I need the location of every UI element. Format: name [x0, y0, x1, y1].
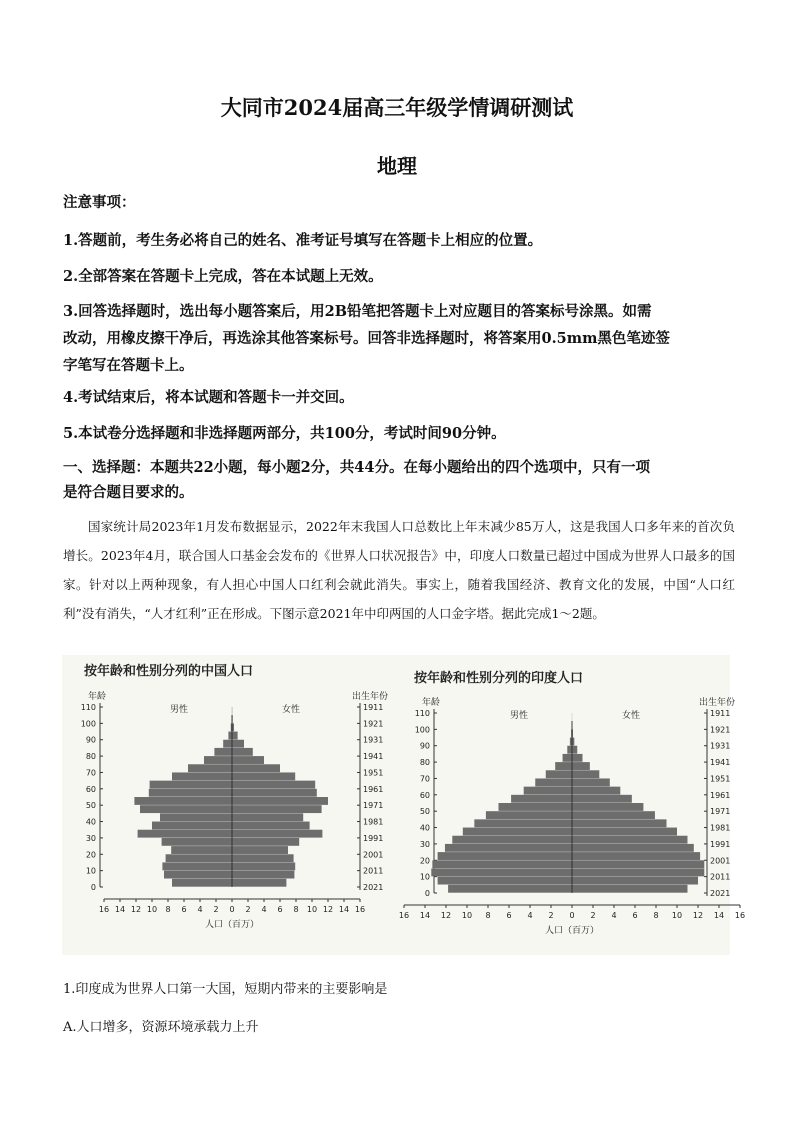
- female-bar: [572, 795, 632, 803]
- female-bar: [572, 828, 677, 836]
- male-bar: [486, 811, 572, 819]
- male-bar: [546, 770, 572, 778]
- age-tick-label: 30: [419, 839, 430, 849]
- male-bar: [172, 772, 232, 780]
- female-bar: [232, 740, 244, 748]
- female-bar: [572, 844, 694, 852]
- birth-year-tick-label: 1961: [363, 784, 384, 794]
- population-tick-label: 2: [548, 911, 554, 920]
- population-tick-label: 4: [611, 911, 617, 920]
- female-bar: [232, 871, 294, 879]
- population-tick-label: 16: [734, 911, 746, 920]
- age-tick-label: 90: [85, 735, 96, 745]
- population-tick-label: 2: [245, 905, 251, 914]
- male-bar: [138, 830, 232, 838]
- male-bar: [567, 746, 572, 754]
- pyramid-title: 按年龄和性别分列的中国人口: [84, 664, 254, 679]
- subject-title: 地理: [377, 154, 417, 178]
- passage: 国家统计局2023年1月发布数据显示，2022年末我国人口总数比上年末减少85万人，这是我国人口多年来的首次负增长。2023年4月，联合国人口基金会发布的《世界人口状况报告》中，印度人口数量已超过中国成为世界人口最多的国家。针对以上两种现象，有人担心中国人口红利会就此消失。事实上，随着我国经济、教育文化的发展，中国“人口红利”没有消失，“人才红利”正在形成。下图示意2021年中印两国的人口金字塔。据此完成1～2题。: [63, 519, 735, 621]
- male-bar: [463, 828, 572, 836]
- population-tick-label: 12: [440, 911, 452, 920]
- age-tick-label: 20: [419, 856, 430, 866]
- age-tick-label: 50: [419, 807, 430, 817]
- male-bar: [134, 797, 232, 805]
- male-bar: [164, 871, 232, 879]
- age-tick-label: 70: [419, 774, 430, 784]
- age-tick-label: 100: [414, 725, 430, 735]
- male-bar: [448, 885, 572, 893]
- female-bar: [572, 819, 667, 827]
- population-pyramids-svg: [62, 655, 746, 955]
- male-bar: [172, 879, 232, 887]
- population-tick-label: 14: [713, 911, 725, 920]
- notice-item: 1.答题前，考生务必将自己的姓名、准考证号填写在答题卡上相应的位置。: [63, 232, 543, 249]
- age-tick-label: 60: [419, 790, 430, 800]
- male-bar: [438, 852, 572, 860]
- female-bar: [232, 764, 280, 772]
- female-bar: [232, 846, 288, 854]
- age-axis-label: 年龄: [422, 698, 441, 708]
- age-tick-label: 30: [85, 833, 96, 843]
- birth-year-tick-label: 2011: [710, 872, 731, 882]
- age-tick-label: 0: [90, 883, 96, 892]
- population-tick-label: 4: [261, 905, 267, 914]
- age-tick-label: 10: [85, 866, 96, 876]
- female-bar: [572, 811, 655, 819]
- age-tick-label: 110: [414, 709, 430, 718]
- male-bar: [535, 778, 572, 786]
- male-bar: [223, 740, 232, 748]
- female-bar: [232, 772, 295, 780]
- section-heading: 一、选择题：本题共22小题，每小题2分，共44分。在每小题给出的四个选项中，只有一项: [63, 459, 650, 476]
- population-tick-label: 10: [146, 905, 158, 914]
- population-tick-label: 4: [197, 905, 203, 914]
- notice-heading: 注意事项：: [63, 194, 136, 211]
- female-bar: [572, 754, 583, 762]
- birth-year-tick-label: 2001: [710, 856, 731, 866]
- male-bar: [171, 846, 232, 854]
- birth-year-tick-label: 1911: [363, 703, 384, 712]
- population-tick-label: 14: [419, 911, 431, 920]
- notice-item: 改动，用橡皮擦干净后，再选涂其他答案标号。回答非选择题时，将答案用0.5mm黑色笔迹签: [63, 330, 670, 347]
- notice-item: 2.全部答案在答题卡上完成，答在本试题上无效。: [63, 268, 383, 285]
- birth-year-tick-label: 1921: [710, 725, 731, 735]
- male-bar: [162, 862, 232, 870]
- population-tick-label: 0: [569, 911, 575, 920]
- male-bar: [214, 748, 232, 756]
- male-bar: [524, 787, 572, 795]
- population-tick-label: 6: [506, 911, 512, 920]
- section-heading-cont: 是符合题目要求的。: [63, 484, 194, 501]
- age-tick-label: 80: [419, 758, 430, 768]
- female-bar: [572, 787, 620, 795]
- notice-item: 5.本试卷分选择题和非选择题两部分，共100分，考试时间90分钟。: [63, 425, 506, 442]
- population-tick-label: 12: [130, 905, 142, 914]
- notice-item: 3.回答选择题时，选出每小题答案后，用2B铅笔把答题卡上对应题目的答案标号涂黑。如需: [63, 303, 652, 320]
- question-1-option-a: A.人口增多，资源环境承载力上升: [63, 1020, 259, 1035]
- female-bar: [572, 778, 610, 786]
- age-tick-label: 40: [85, 817, 96, 827]
- birth-year-tick-label: 1931: [363, 735, 384, 745]
- birth-year-tick-label: 1981: [710, 823, 731, 833]
- birth-year-tick-label: 2021: [363, 883, 384, 892]
- female-bar: [232, 854, 294, 862]
- male-label: 男性: [170, 705, 189, 715]
- birth-year-tick-label: 1971: [710, 807, 731, 817]
- female-bar: [232, 781, 315, 789]
- population-tick-label: 4: [527, 911, 533, 920]
- male-bar: [150, 781, 232, 789]
- male-bar: [431, 868, 572, 876]
- age-tick-label: 10: [419, 872, 430, 882]
- female-bar: [572, 803, 643, 811]
- age-tick-label: 60: [85, 784, 96, 794]
- birth-year-axis-label: 出生年份: [352, 692, 389, 702]
- male-bar: [140, 805, 232, 813]
- female-bar: [232, 797, 328, 805]
- age-tick-label: 70: [85, 768, 96, 778]
- population-tick-label: 0: [229, 905, 235, 914]
- male-bar: [432, 860, 572, 868]
- female-bar: [232, 732, 238, 740]
- female-bar: [232, 756, 264, 764]
- female-bar: [572, 770, 599, 778]
- population-tick-label: 16: [98, 905, 110, 914]
- birth-year-tick-label: 1961: [710, 790, 731, 800]
- exam-title: 大同市2024届高三年级学情调研测试: [220, 95, 574, 120]
- age-tick-label: 40: [419, 823, 430, 833]
- age-tick-label: 50: [85, 801, 96, 811]
- birth-year-axis-label: 出生年份: [699, 698, 736, 708]
- birth-year-tick-label: 1911: [710, 709, 731, 718]
- female-bar: [232, 822, 310, 830]
- age-axis-label: 年龄: [88, 692, 107, 702]
- female-label: 女性: [282, 705, 301, 715]
- male-bar: [228, 732, 232, 740]
- notice-item: 字笔写在答题卡上。: [63, 357, 194, 374]
- population-tick-label: 8: [293, 905, 299, 914]
- birth-year-tick-label: 1971: [363, 801, 384, 811]
- age-tick-label: 90: [419, 741, 430, 751]
- female-bar: [232, 813, 303, 821]
- female-bar: [232, 862, 295, 870]
- population-tick-label: 8: [485, 911, 491, 920]
- population-tick-label: 14: [338, 905, 350, 914]
- population-tick-label: 10: [306, 905, 318, 914]
- female-bar: [572, 860, 704, 868]
- female-bar: [572, 885, 688, 893]
- male-bar: [452, 836, 572, 844]
- male-bar: [474, 819, 572, 827]
- population-tick-label: 10: [461, 911, 473, 920]
- female-label: 女性: [622, 711, 641, 721]
- female-bar: [572, 868, 704, 876]
- pyramid-title: 按年龄和性别分列的印度人口: [414, 671, 584, 686]
- age-tick-label: 110: [80, 703, 96, 712]
- population-axis-label: 人口（百万）: [544, 926, 600, 936]
- population-tick-label: 6: [181, 905, 187, 914]
- population-tick-label: 6: [277, 905, 283, 914]
- birth-year-tick-label: 2001: [363, 850, 384, 860]
- population-axis-label: 人口（百万）: [204, 920, 260, 930]
- age-tick-label: 0: [424, 889, 430, 898]
- birth-year-tick-label: 1951: [710, 774, 731, 784]
- population-tick-label: 14: [114, 905, 126, 914]
- male-bar: [499, 803, 573, 811]
- population-tick-label: 16: [354, 905, 366, 914]
- male-bar: [162, 838, 232, 846]
- birth-year-tick-label: 2021: [710, 889, 731, 898]
- male-bar: [152, 822, 232, 830]
- birth-year-tick-label: 2011: [363, 866, 384, 876]
- female-bar: [232, 830, 322, 838]
- population-tick-label: 12: [322, 905, 334, 914]
- population-tick-label: 10: [671, 911, 683, 920]
- birth-year-tick-label: 1941: [710, 758, 731, 768]
- male-bar: [160, 813, 232, 821]
- female-bar: [572, 836, 688, 844]
- age-tick-label: 100: [80, 719, 96, 729]
- population-tick-label: 6: [632, 911, 638, 920]
- female-bar: [232, 838, 299, 846]
- population-tick-label: 2: [590, 911, 596, 920]
- age-tick-label: 80: [85, 752, 96, 762]
- population-pyramids-figure: [62, 655, 746, 955]
- female-bar: [232, 805, 322, 813]
- birth-year-tick-label: 1951: [363, 768, 384, 778]
- female-bar: [232, 789, 317, 797]
- female-bar: [572, 746, 577, 754]
- male-bar: [149, 789, 232, 797]
- male-bar: [166, 854, 232, 862]
- birth-year-tick-label: 1981: [363, 817, 384, 827]
- birth-year-tick-label: 1991: [363, 833, 384, 843]
- female-bar: [572, 762, 590, 770]
- birth-year-tick-label: 1931: [710, 741, 731, 751]
- male-bar: [204, 756, 232, 764]
- female-bar: [232, 879, 286, 887]
- male-bar: [563, 754, 572, 762]
- female-bar: [572, 852, 700, 860]
- birth-year-tick-label: 1941: [363, 752, 384, 762]
- population-tick-label: 8: [165, 905, 171, 914]
- male-bar: [555, 762, 572, 770]
- population-tick-label: 16: [398, 911, 410, 920]
- birth-year-tick-label: 1921: [363, 719, 384, 729]
- female-bar: [232, 748, 253, 756]
- population-tick-label: 2: [213, 905, 219, 914]
- male-bar: [438, 877, 572, 885]
- age-tick-label: 20: [85, 850, 96, 860]
- male-bar: [188, 764, 232, 772]
- male-label: 男性: [510, 711, 529, 721]
- question-1-stem: 1.印度成为世界人口第一大国，短期内带来的主要影响是: [63, 982, 388, 997]
- female-bar: [572, 877, 698, 885]
- population-tick-label: 12: [692, 911, 704, 920]
- birth-year-tick-label: 1991: [710, 839, 731, 849]
- male-bar: [511, 795, 572, 803]
- population-tick-label: 8: [653, 911, 659, 920]
- notice-item: 4.考试结束后，将本试题和答题卡一并交回。: [63, 389, 354, 406]
- male-bar: [445, 844, 572, 852]
